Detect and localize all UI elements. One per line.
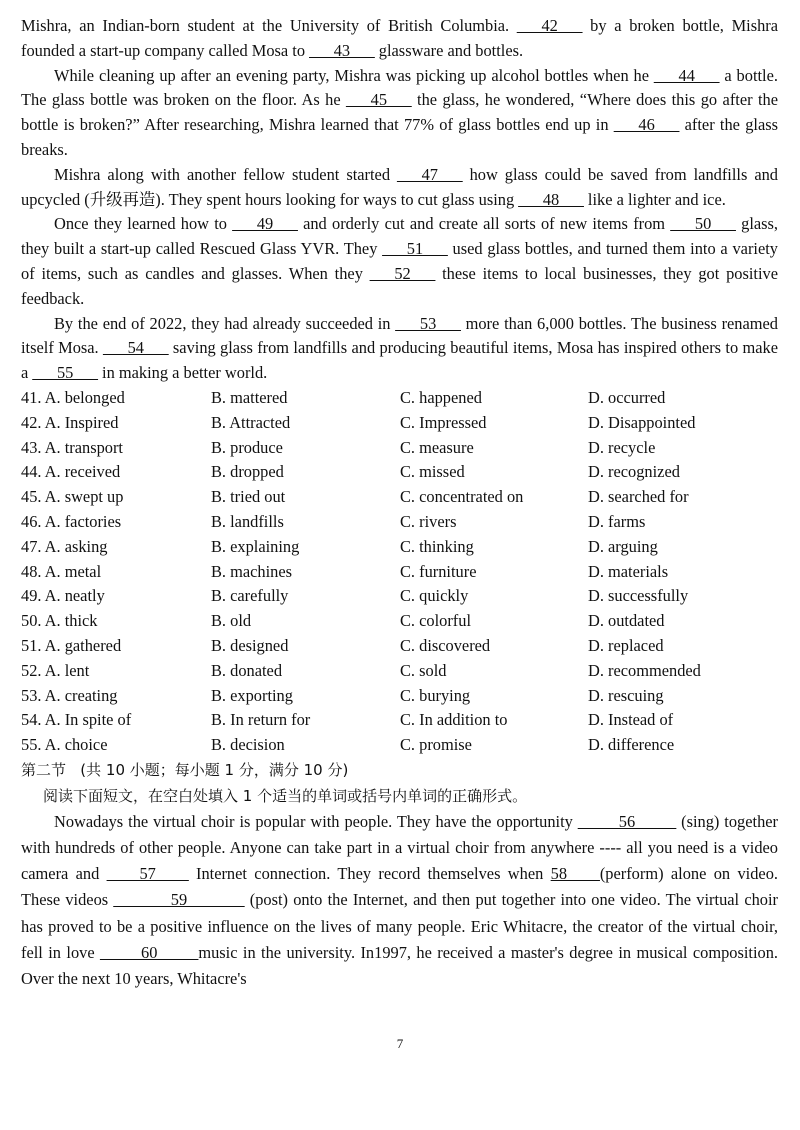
- option-row: [21, 708, 778, 733]
- option-choice: 42. A. Inspired: [21, 412, 119, 432]
- passage-text: (perform) alone on video. These videos: [21, 864, 778, 910]
- option-choice: C. colorful: [400, 611, 472, 631]
- option-row: [21, 584, 778, 609]
- passage-text: used glass bottles, and turned them into a variety of items, such as candles and glasses. When they: [21, 239, 778, 283]
- option-choice: B. old: [211, 611, 252, 631]
- passage-text: Mishra along with another fellow student started: [54, 164, 398, 184]
- option-choice: D. recognized: [588, 462, 680, 482]
- option-choice: D. searched for: [588, 487, 689, 507]
- option-choice: 50. A. thick: [21, 611, 98, 631]
- option-choice: C. concentrated on: [400, 487, 524, 507]
- option-choice: D. Instead of: [588, 710, 674, 730]
- option-choice: B. designed: [211, 635, 289, 655]
- option-choice: C. In addition to: [400, 710, 508, 730]
- option-row: [21, 684, 778, 709]
- option-row: [21, 386, 778, 411]
- answer-blank: ___54___: [103, 338, 169, 358]
- option-choice: D. outdated: [588, 611, 665, 631]
- answer-blank: 58____: [550, 864, 600, 884]
- option-choice: D. replaced: [588, 635, 664, 655]
- option-row: [21, 634, 778, 659]
- page-number: 7: [396, 1036, 404, 1051]
- answer-blank: _______59_______: [113, 890, 245, 910]
- passage-paragraph: [21, 14, 778, 64]
- answer-blank: ___53___: [395, 313, 461, 333]
- passage-text: glass, they built a start-up called Rescued Glass YVR. They: [21, 214, 779, 259]
- answer-blank: ___49___: [232, 214, 298, 234]
- answer-blank: _____60_____: [100, 942, 199, 962]
- option-choice: D. difference: [588, 735, 675, 755]
- passage-text: by a broken bottle, Mishra founded a start-up company called Mosa to: [21, 16, 779, 60]
- passage-text: these items to local businesses, they got positive feedback.: [21, 263, 778, 308]
- option-choice: C. Impressed: [400, 412, 487, 432]
- option-row: [21, 460, 778, 485]
- option-choice: C. furniture: [400, 561, 477, 581]
- option-choice: D. successfully: [588, 586, 689, 606]
- option-choice: 46. A. factories: [21, 511, 122, 531]
- passage-paragraph: [21, 64, 778, 163]
- cloze-passage: [21, 14, 778, 386]
- option-choice: D. rescuing: [588, 685, 664, 705]
- option-choice: B. landfills: [211, 511, 284, 531]
- option-choice: B. machines: [211, 561, 293, 581]
- passage-text: in making a better world.: [97, 363, 268, 383]
- option-choice: D. recommended: [588, 660, 701, 680]
- option-choice: D. arguing: [588, 536, 658, 556]
- option-choice: B. decision: [211, 735, 285, 755]
- option-row: [21, 436, 778, 461]
- option-choice: C. happened: [400, 387, 482, 407]
- answer-blank: ___50___: [670, 214, 736, 234]
- passage-text: (post) onto the Internet, and then put together into one video. The virtual choir has proved to be a positive influence on the lives of many people. Eric Whitacre, the creator of the virtual choir, fell in love: [21, 890, 778, 962]
- option-choice: C. thinking: [400, 536, 474, 556]
- option-choice: D. farms: [588, 511, 646, 531]
- answer-blank: ___44___: [653, 65, 720, 85]
- option-choice: C. burying: [400, 685, 471, 705]
- option-choice: C. quickly: [400, 586, 469, 606]
- option-choice: B. dropped: [211, 462, 284, 482]
- option-row: [21, 535, 778, 560]
- option-choice: C. missed: [400, 462, 465, 482]
- passage-text: While cleaning up after an evening party, Mishra was picking up alcohol bottles when he: [54, 65, 654, 85]
- answer-blank: ___46___: [613, 115, 680, 135]
- passage-paragraph: [21, 212, 778, 311]
- answer-blank: ___52___: [369, 263, 436, 283]
- option-row: [21, 560, 778, 585]
- option-choice: 53. A. creating: [21, 685, 118, 705]
- answer-blank: ___55___: [32, 363, 98, 383]
- passage-text: Internet connection. They record themselves when: [188, 864, 551, 884]
- passage-text: music in the university. In1997, he received a master's degree in musical composition. Over the next 10 years, Whitacre's: [21, 942, 778, 988]
- option-choice: D. Disappointed: [588, 412, 696, 432]
- option-choice: B. donated: [211, 660, 283, 680]
- passage-text: glassware and bottles.: [374, 40, 524, 60]
- option-choice: 43. A. transport: [21, 437, 123, 457]
- option-choice: C. measure: [400, 437, 474, 457]
- option-choice: C. discovered: [400, 635, 491, 655]
- passage-text: more than 6,000 bottles. The business renamed itself Mosa.: [21, 313, 778, 358]
- passage-text: Nowadays the virtual choir is popular with people. They have the opportunity: [54, 811, 578, 831]
- option-choice: 45. A. swept up: [21, 487, 124, 507]
- answer-blank: ___42___: [516, 16, 583, 35]
- option-row: [21, 733, 778, 758]
- section-instruction: 阅读下面短文，在空白处填入 1 个适当的单词或括号内单词的正确形式。: [43, 786, 528, 805]
- passage-text: (sing) together with hundreds of other people. Anyone can take part in a virtual choir from anywhere ---- all you need is a video camera and: [21, 811, 779, 884]
- option-choice: B. explaining: [211, 536, 300, 556]
- passage-text: how glass could be saved from landfills and upcycled (升级再造). They spent hours looking for ways to cut glass using: [21, 164, 778, 209]
- answer-options: [21, 386, 778, 758]
- passage-text: By the end of 2022, they had already succeeded in: [54, 313, 396, 333]
- option-choice: 49. A. neatly: [21, 586, 105, 606]
- passage-text: the glass, he wondered, “Where does this go after the bottle is broken?” After researching, Mishra learned that 77% of glass bottles end up in: [21, 90, 779, 135]
- option-choice: 41. A. belonged: [21, 387, 125, 407]
- answer-blank: _____56_____: [577, 811, 677, 831]
- option-choice: 48. A. metal: [21, 561, 102, 581]
- answer-blank: ___48___: [518, 189, 584, 209]
- passage-text: saving glass from landfills and producing beautiful items, Mosa has inspired others to make a: [21, 338, 778, 383]
- option-choice: 47. A. asking: [21, 536, 108, 556]
- option-choice: 54. A. In spite of: [21, 710, 132, 730]
- passage-text: a bottle. The glass bottle was broken on the floor. As he: [21, 65, 778, 110]
- section-heading: 第二节 (共 10 小题；每小题 1 分，满分 10 分): [21, 760, 349, 779]
- answer-blank: ___45___: [346, 90, 412, 110]
- option-row: [21, 609, 778, 634]
- option-choice: 51. A. gathered: [21, 635, 122, 655]
- option-choice: B. carefully: [211, 586, 289, 606]
- option-choice: D. occurred: [588, 387, 666, 407]
- passage-paragraph: [21, 163, 778, 213]
- option-choice: B. Attracted: [211, 412, 291, 432]
- grammar-fill-passage: [21, 809, 778, 992]
- option-choice: 52. A. lent: [21, 660, 90, 680]
- option-choice: B. mattered: [211, 387, 288, 407]
- passage-text: Once they learned how to: [54, 214, 233, 234]
- passage-text: like a lighter and ice.: [583, 189, 726, 209]
- option-choice: B. exporting: [211, 685, 293, 705]
- option-choice: D. materials: [588, 561, 669, 581]
- option-row: [21, 510, 778, 535]
- answer-blank: ___47___: [397, 164, 463, 184]
- option-row: [21, 659, 778, 684]
- passage-text: and orderly cut and create all sorts of new items from: [297, 214, 671, 234]
- passage-paragraph: [21, 312, 778, 386]
- option-choice: B. tried out: [211, 487, 286, 507]
- option-choice: B. produce: [211, 437, 283, 457]
- exam-page: [21, 14, 778, 992]
- passage-text: after the glass breaks.: [21, 115, 778, 159]
- option-choice: B. In return for: [211, 710, 311, 730]
- option-choice: C. rivers: [400, 511, 457, 531]
- option-choice: 55. A. choice: [21, 735, 108, 755]
- option-choice: 44. A. received: [21, 462, 121, 482]
- option-choice: C. promise: [400, 735, 472, 755]
- option-row: [21, 485, 778, 510]
- option-choice: C. sold: [400, 660, 447, 680]
- option-choice: D. recycle: [588, 437, 656, 457]
- answer-blank: ___43___: [309, 40, 375, 60]
- answer-blank: ___51___: [382, 239, 448, 259]
- option-row: [21, 411, 778, 436]
- passage-text: Mishra, an Indian-born student at the University of British Columbia.: [21, 16, 517, 35]
- answer-blank: ____57____: [106, 864, 189, 884]
